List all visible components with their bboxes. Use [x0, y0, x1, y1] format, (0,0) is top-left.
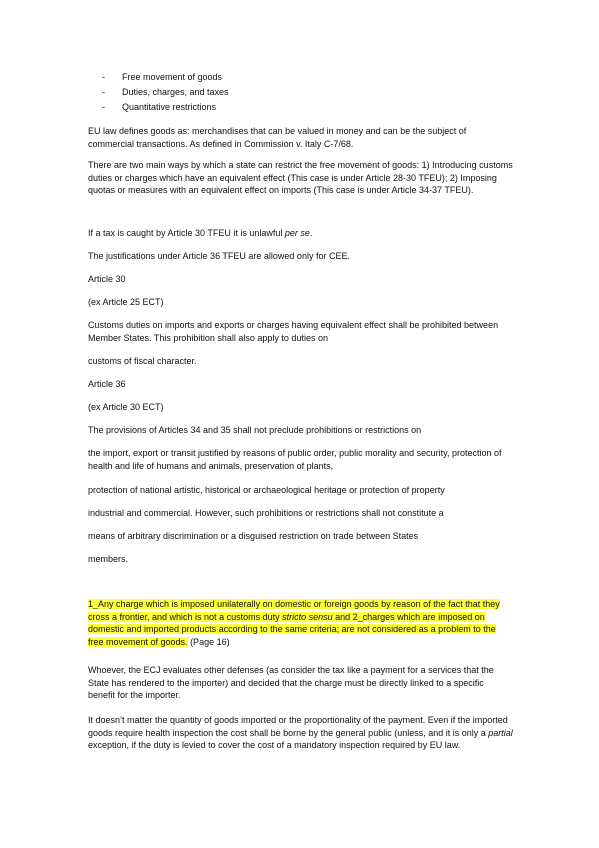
article-36-line: The provisions of Articles 34 and 35 shall not preclude prohibitions or restrictions on [88, 425, 422, 435]
article-36-line: members. [88, 554, 129, 564]
highlighted-text-end: and 2_charges which are imposed on domestic and imported products according to the same criteria; are not considered as a problem to the free movement of goods. [88, 611, 496, 647]
bullet-text: Free movement of goods [122, 72, 223, 82]
justifications-paragraph: The justifications under Article 36 TFEU are allowed only for CEE. [88, 251, 350, 261]
article-30-text-continued: customs of fiscal character. [88, 356, 197, 366]
goods-definition-paragraph: EU law defines goods as: merchandises that can be valued in money and can be the subject of commercial transactions. As defined in Commission v. Italy C-7/68. [88, 126, 467, 149]
highlighted-italic: stricto sensu [282, 611, 333, 622]
bullet-item [102, 101, 216, 114]
bullet-item [102, 86, 229, 99]
bullet-text: Quantitative restrictions [122, 102, 217, 112]
ecj-defenses-paragraph: Whoever, the ECJ evaluates other defenses (as consider the tax like a payment for a services that the State has rendered to the importer) and decided that the charge must be directly linked to a specific benefit for the importer. [88, 665, 494, 700]
highlighted-text: 1_Any charge which is imposed unilaterally on domestic or foreign goods by reason of the fact that they cross a frontier, and which is not a customs duty [88, 599, 500, 622]
article-36-ex-reference: (ex Article 30 ECT) [88, 402, 164, 412]
tax-text: If a tax is caught by Article 30 TFEU it is unlawful [88, 228, 285, 238]
article-30-heading: Article 30 [88, 274, 126, 284]
tax-italic: per se [284, 228, 310, 238]
article-36-line: the import, export or transit justified by reasons of public order, public morality and security, protection of health and life of humans and animals, preservation of plants, [88, 448, 502, 471]
bullet-item [102, 71, 222, 84]
article-36-heading: Article 36 [88, 379, 126, 389]
bullet-text: Duties, charges, and taxes [122, 87, 229, 97]
bullet-marker: - [102, 72, 105, 82]
article-30-ex-reference: (ex Article 25 ECT) [88, 297, 164, 307]
tax-text-end: . [309, 228, 313, 238]
highlighted-charges-paragraph [88, 598, 513, 648]
article-36-line: protection of national artistic, historical or archaeological heritage or protection of property [88, 485, 445, 495]
quantity-text: It doesn’t matter the quantity of goods imported or the proportionality of the payment. Even if the imported goods require health inspection the cost shall be borne by the general public (unless, and it is only a [88, 715, 508, 738]
bullet-marker: - [102, 102, 105, 112]
bullet-marker: - [102, 87, 105, 97]
article-36-line: industrial and commercial. However, such prohibitions or restrictions shall not constitute a [88, 508, 444, 518]
article-30-text: Customs duties on imports and exports or charges having equivalent effect shall be prohibited between Member States. This prohibition shall also apply to duties on [88, 320, 499, 343]
tax-unlawful-paragraph [88, 227, 513, 240]
quantity-paragraph [88, 714, 513, 752]
restriction-ways-paragraph: There are two main ways by which a state can restrict the free movement of goods: 1) Introducing customs duties or charges which have an equivalent effect (This case is under Article 28-30 TFEU); 2) Imposing quotas or measures with an equivalent effect on imports (This case is under Article 34-37 TFEU). [88, 160, 513, 195]
quantity-text-end: exception, if the duty is levied to cover the cost of a mandatory inspection required by EU law. [88, 740, 461, 750]
page-reference: (Page 16) [187, 636, 230, 647]
article-36-line: means of arbitrary discrimination or a disguised restriction on trade between States [88, 531, 419, 541]
quantity-italic: partial [488, 727, 513, 738]
